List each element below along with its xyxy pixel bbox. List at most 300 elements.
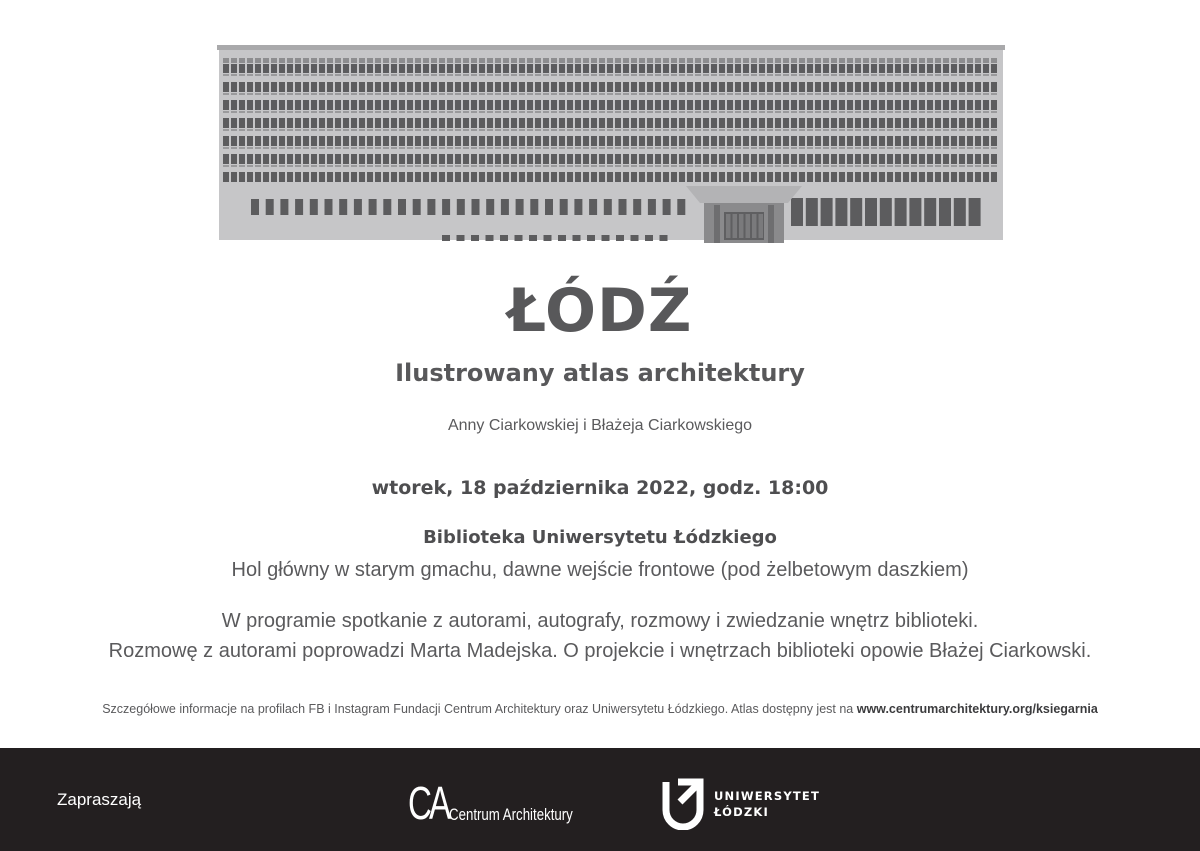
facade-window	[927, 111, 933, 113]
facade-window	[559, 93, 565, 95]
facade-window	[599, 136, 605, 146]
facade-window	[543, 100, 549, 110]
facade-window	[367, 147, 373, 149]
facade-window	[479, 93, 485, 95]
facade-window	[255, 64, 261, 73]
bookstore-link[interactable]: www.centrumarchitektury.org/ksiegarnia	[856, 702, 1098, 716]
facade-window	[687, 100, 693, 110]
facade-window	[567, 111, 573, 113]
facade-window	[663, 74, 669, 76]
facade-window	[415, 82, 421, 92]
facade-window	[463, 93, 469, 95]
facade-window	[423, 172, 429, 182]
facade-window	[871, 129, 877, 131]
facade-window	[567, 118, 573, 128]
ground-floor-window	[442, 199, 450, 215]
facade-window	[359, 58, 365, 63]
facade-window	[391, 165, 397, 167]
facade-window	[551, 64, 557, 73]
facade-window	[895, 74, 901, 76]
facade-window	[727, 111, 733, 113]
facade-window	[631, 58, 637, 63]
facade-window	[551, 100, 557, 110]
facade-window	[263, 118, 269, 128]
facade-window	[455, 129, 461, 131]
facade-window	[263, 129, 269, 131]
facade-window	[991, 93, 997, 95]
facade-window	[783, 147, 789, 149]
facade-window	[327, 111, 333, 113]
facade-window	[647, 172, 653, 182]
facade-window	[775, 136, 781, 146]
facade-window	[895, 111, 901, 113]
facade-window	[303, 136, 309, 146]
facade-window	[623, 118, 629, 128]
facade-window	[335, 82, 341, 92]
facade-window	[463, 154, 469, 164]
facade-window	[391, 64, 397, 73]
facade-window	[639, 82, 645, 92]
facade-window	[303, 111, 309, 113]
facade-window	[783, 154, 789, 164]
facade-window	[479, 100, 485, 110]
facade-window	[991, 165, 997, 167]
facade-window	[295, 172, 301, 182]
facade-window	[975, 58, 981, 63]
facade-window	[599, 118, 605, 128]
facade-window	[679, 100, 685, 110]
facade-window	[431, 147, 437, 149]
facade-window	[783, 136, 789, 146]
facade-window	[367, 118, 373, 128]
facade-window	[583, 165, 589, 167]
facade-window	[247, 93, 253, 95]
facade-window	[375, 165, 381, 167]
facade-window	[631, 74, 637, 76]
facade-window	[823, 136, 829, 146]
facade-window	[391, 58, 397, 63]
facade-window	[695, 58, 701, 63]
facade-window	[415, 165, 421, 167]
facade-window	[479, 118, 485, 128]
facade-window	[815, 129, 821, 131]
facade-window	[607, 82, 613, 92]
building-roof-edge	[217, 45, 1005, 50]
facade-window	[231, 58, 237, 63]
facade-window	[759, 147, 765, 149]
facade-window	[543, 93, 549, 95]
facade-window	[903, 129, 909, 131]
facade-window	[415, 58, 421, 63]
facade-window	[503, 118, 509, 128]
facade-window	[647, 165, 653, 167]
facade-window	[759, 172, 765, 182]
facade-window	[423, 82, 429, 92]
facade-window	[655, 129, 661, 131]
facade-window	[551, 147, 557, 149]
ground-floor-window-right	[895, 198, 907, 226]
basement-slit	[486, 235, 494, 241]
facade-window	[511, 64, 517, 73]
facade-window	[439, 154, 445, 164]
facade-window	[983, 129, 989, 131]
facade-window	[751, 58, 757, 63]
facade-window	[895, 172, 901, 182]
facade-window	[263, 74, 269, 76]
facade-window	[839, 58, 845, 63]
facade-window	[983, 118, 989, 128]
facade-window	[783, 74, 789, 76]
facade-window	[431, 58, 437, 63]
facade-window	[703, 82, 709, 92]
facade-window	[775, 111, 781, 113]
authors-line: Anny Ciarkowskiej i Błażeja Ciarkowskiego	[447, 417, 753, 434]
facade-window	[951, 82, 957, 92]
facade-window	[743, 58, 749, 63]
facade-window	[783, 129, 789, 131]
facade-window	[839, 111, 845, 113]
facade-window	[607, 172, 613, 182]
facade-window	[607, 64, 613, 73]
facade-window	[519, 64, 525, 73]
facade-window	[831, 58, 837, 63]
facade-window	[543, 74, 549, 76]
facade-window	[607, 93, 613, 95]
facade-window	[719, 118, 725, 128]
facade-window	[711, 100, 717, 110]
facade-window	[447, 118, 453, 128]
basement-slit	[573, 235, 581, 241]
facade-window	[223, 118, 229, 128]
facade-window	[751, 147, 757, 149]
facade-window	[775, 74, 781, 76]
facade-window	[975, 93, 981, 95]
facade-window	[383, 64, 389, 73]
facade-window	[367, 136, 373, 146]
facade-window	[679, 172, 685, 182]
facade-window	[943, 118, 949, 128]
facade-window	[663, 129, 669, 131]
facade-window	[807, 100, 813, 110]
facade-window	[639, 93, 645, 95]
facade-window	[559, 165, 565, 167]
facade-window	[263, 64, 269, 73]
facade-window	[279, 100, 285, 110]
facade-window	[519, 74, 525, 76]
basement-slit	[631, 235, 639, 241]
facade-window	[471, 58, 477, 63]
facade-window	[711, 74, 717, 76]
facade-window	[615, 111, 621, 113]
facade-window	[887, 93, 893, 95]
facade-window	[871, 82, 877, 92]
facade-window	[839, 129, 845, 131]
facade-window	[463, 111, 469, 113]
facade-window	[943, 58, 949, 63]
facade-window	[975, 136, 981, 146]
facade-window	[663, 136, 669, 146]
facade-window	[311, 111, 317, 113]
facade-window	[903, 64, 909, 73]
facade-window	[231, 147, 237, 149]
facade-window	[855, 64, 861, 73]
facade-window	[439, 64, 445, 73]
facade-window	[279, 93, 285, 95]
facade-window	[631, 129, 637, 131]
facade-window	[599, 154, 605, 164]
facade-window	[695, 129, 701, 131]
facade-window	[767, 147, 773, 149]
facade-window	[775, 100, 781, 110]
facade-window	[855, 165, 861, 167]
facade-window	[631, 93, 637, 95]
facade-window	[567, 165, 573, 167]
ground-floor-window	[574, 199, 582, 215]
facade-window	[751, 74, 757, 76]
facade-window	[711, 147, 717, 149]
facade-window	[527, 82, 533, 92]
facade-window	[735, 82, 741, 92]
facade-window	[623, 100, 629, 110]
facade-window	[487, 154, 493, 164]
facade-window	[879, 82, 885, 92]
ground-floor-window	[383, 199, 391, 215]
facade-window	[943, 172, 949, 182]
facade-window	[615, 165, 621, 167]
facade-window	[519, 165, 525, 167]
facade-window	[607, 100, 613, 110]
facade-window	[319, 82, 325, 92]
facade-window	[743, 136, 749, 146]
facade-window	[919, 147, 925, 149]
facade-window	[967, 136, 973, 146]
facade-window	[583, 82, 589, 92]
facade-window	[807, 93, 813, 95]
facade-window	[839, 165, 845, 167]
event-date: wtorek, 18 października 2022, godz. 18:00	[371, 477, 829, 499]
facade-window	[983, 147, 989, 149]
facade-window	[671, 58, 677, 63]
facade-window	[583, 93, 589, 95]
facade-window	[639, 154, 645, 164]
facade-window	[831, 118, 837, 128]
facade-window	[751, 118, 757, 128]
facade-window	[887, 154, 893, 164]
facade-window	[407, 154, 413, 164]
facade-window	[551, 129, 557, 131]
facade-window	[479, 147, 485, 149]
facade-window	[951, 147, 957, 149]
facade-window	[351, 129, 357, 131]
facade-window	[615, 172, 621, 182]
ground-floor-window	[604, 199, 612, 215]
facade-window	[671, 147, 677, 149]
facade-window	[567, 129, 573, 131]
facade-window	[591, 82, 597, 92]
facade-window	[359, 118, 365, 128]
facade-window	[239, 147, 245, 149]
ground-floor-window	[633, 199, 641, 215]
facade-window	[287, 118, 293, 128]
facade-window	[391, 111, 397, 113]
facade-window	[767, 64, 773, 73]
facade-window	[879, 147, 885, 149]
facade-window	[959, 129, 965, 131]
facade-window	[503, 136, 509, 146]
facade-window	[687, 136, 693, 146]
facade-window	[967, 154, 973, 164]
facade-window	[359, 172, 365, 182]
facade-window	[407, 93, 413, 95]
facade-window	[519, 93, 525, 95]
facade-window	[247, 129, 253, 131]
facade-window	[687, 147, 693, 149]
facade-window	[983, 136, 989, 146]
facade-window	[887, 147, 893, 149]
facade-window	[295, 136, 301, 146]
facade-window	[231, 64, 237, 73]
facade-window	[855, 74, 861, 76]
facade-window	[967, 165, 973, 167]
facade-window	[631, 154, 637, 164]
facade-window	[495, 58, 501, 63]
facade-window	[911, 129, 917, 131]
facade-window	[927, 154, 933, 164]
facade-window	[367, 111, 373, 113]
facade-window	[567, 136, 573, 146]
facade-window	[551, 111, 557, 113]
facade-window	[735, 165, 741, 167]
facade-window	[911, 147, 917, 149]
facade-window	[543, 58, 549, 63]
facade-window	[847, 154, 853, 164]
facade-window	[903, 172, 909, 182]
ground-floor-window	[339, 199, 347, 215]
facade-window	[935, 165, 941, 167]
facade-window	[719, 93, 725, 95]
facade-window	[535, 58, 541, 63]
facade-window	[567, 64, 573, 73]
facade-window	[855, 93, 861, 95]
facade-window	[399, 136, 405, 146]
facade-window	[775, 64, 781, 73]
program-line-1: W programie spotkanie z autorami, autografy, rozmowy i zwiedzanie wnętrz biblioteki.	[221, 610, 979, 632]
facade-window	[823, 64, 829, 73]
facade-window	[535, 93, 541, 95]
facade-window	[895, 93, 901, 95]
facade-window	[871, 93, 877, 95]
facade-window	[719, 111, 725, 113]
facade-window	[559, 74, 565, 76]
facade-window	[919, 165, 925, 167]
facade-window	[431, 172, 437, 182]
facade-window	[575, 58, 581, 63]
facade-window	[615, 93, 621, 95]
facade-window	[807, 82, 813, 92]
facade-window	[287, 111, 293, 113]
facade-window	[783, 100, 789, 110]
facade-window	[527, 154, 533, 164]
facade-window	[951, 129, 957, 131]
facade-window	[279, 118, 285, 128]
facade-window	[399, 100, 405, 110]
facade-window	[991, 74, 997, 76]
facade-window	[383, 129, 389, 131]
facade-window	[991, 64, 997, 73]
facade-window	[647, 82, 653, 92]
program-line-2: Rozmowę z autorami poprowadzi Marta Madejska. O projekcie i wnętrzach biblioteki opowie Błażej Ciarkowski.	[108, 640, 1092, 662]
facade-window	[959, 147, 965, 149]
facade-window	[615, 154, 621, 164]
facade-window	[943, 136, 949, 146]
facade-window	[471, 93, 477, 95]
facade-window	[863, 136, 869, 146]
facade-window	[743, 165, 749, 167]
facade-window	[239, 165, 245, 167]
facade-window	[511, 100, 517, 110]
facade-window	[751, 154, 757, 164]
facade-window	[727, 165, 733, 167]
facade-window	[807, 165, 813, 167]
facade-window	[263, 154, 269, 164]
facade-window	[415, 136, 421, 146]
facade-window	[535, 147, 541, 149]
facade-window	[575, 154, 581, 164]
facade-window	[239, 82, 245, 92]
facade-window	[895, 136, 901, 146]
facade-window	[279, 129, 285, 131]
facade-window	[511, 58, 517, 63]
facade-window	[911, 165, 917, 167]
facade-window	[479, 74, 485, 76]
facade-window	[575, 74, 581, 76]
facade-window	[575, 100, 581, 110]
facade-window	[647, 100, 653, 110]
facade-window	[943, 93, 949, 95]
facade-window	[295, 74, 301, 76]
facade-window	[639, 100, 645, 110]
facade-window	[295, 93, 301, 95]
facade-window	[959, 111, 965, 113]
facade-window	[231, 154, 237, 164]
facade-window	[263, 58, 269, 63]
facade-window	[271, 147, 277, 149]
facade-window	[327, 58, 333, 63]
facade-window	[831, 165, 837, 167]
facade-window	[327, 147, 333, 149]
facade-window	[551, 74, 557, 76]
facade-window	[391, 93, 397, 95]
facade-window	[743, 129, 749, 131]
facade-window	[351, 147, 357, 149]
facade-window	[847, 64, 853, 73]
facade-window	[503, 129, 509, 131]
facade-window	[647, 58, 653, 63]
facade-window	[927, 93, 933, 95]
facade-window	[767, 58, 773, 63]
facade-window	[879, 100, 885, 110]
facade-window	[911, 118, 917, 128]
facade-window	[495, 82, 501, 92]
facade-window	[247, 100, 253, 110]
facade-window	[919, 136, 925, 146]
facade-window	[311, 118, 317, 128]
facade-window	[623, 82, 629, 92]
facade-window	[311, 147, 317, 149]
facade-window	[951, 74, 957, 76]
facade-window	[863, 154, 869, 164]
facade-window	[479, 154, 485, 164]
